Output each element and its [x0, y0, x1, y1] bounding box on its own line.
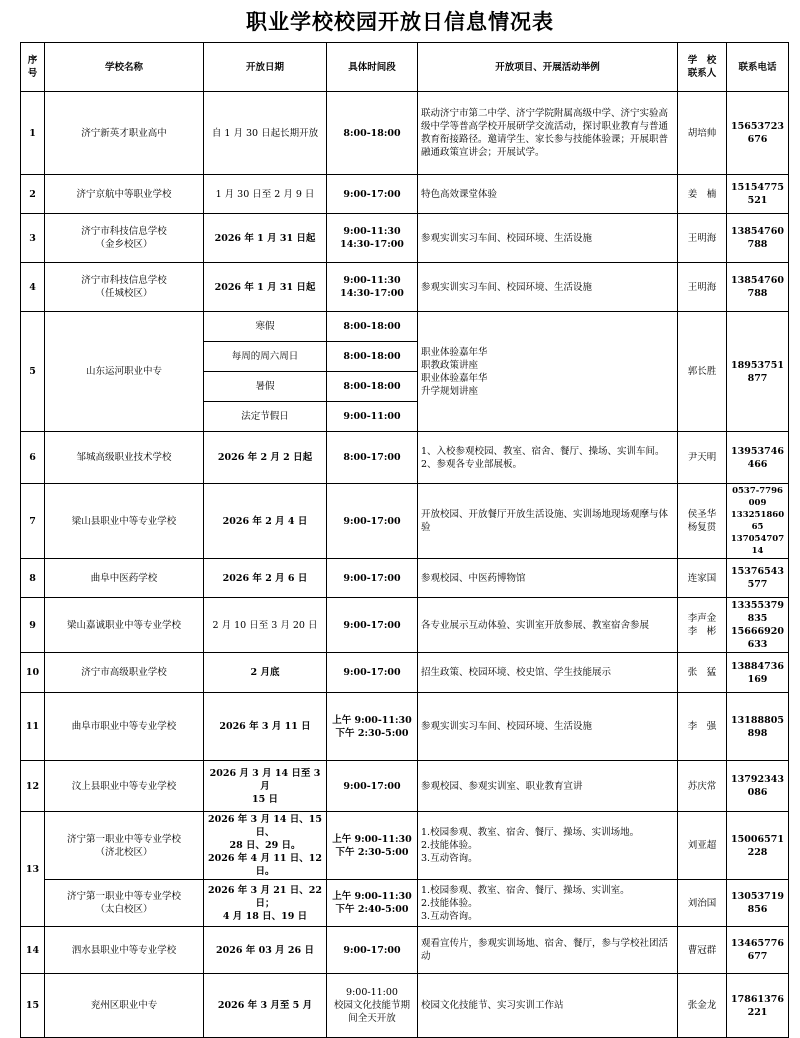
row-activity: 参观校园、中医药博物馆: [418, 559, 678, 598]
row-phone: 17861376221: [727, 974, 789, 1038]
row-phone: 13792343086: [727, 761, 789, 812]
row-phone: 15376543577: [727, 559, 789, 598]
row-school: 济宁京航中等职业学校: [45, 175, 204, 214]
row-date: 2026 年 2 月 2 日起: [204, 432, 327, 484]
row-activity: 校园文化技能节、实习实训工作站: [418, 974, 678, 1038]
row-contact: 张金龙: [678, 974, 727, 1038]
row-seq: 14: [21, 927, 45, 974]
row-phone: 13188805898: [727, 693, 789, 761]
header-time: 具体时间段: [327, 43, 418, 92]
table-row: [21, 312, 789, 342]
row-contact: 李声金 李 彬: [678, 598, 727, 653]
row-phone: 0537-7796009 13325186065 13705470714: [727, 484, 789, 559]
row-seq: 4: [21, 263, 45, 312]
table-row: [21, 175, 789, 214]
row-date: 2026 年 3 月 11 日: [204, 693, 327, 761]
row-phone: 15006571228: [727, 812, 789, 880]
row-activity: 开放校园、开放餐厅开放生活设施、实训场地现场观摩与体验: [418, 484, 678, 559]
table-row: [21, 484, 789, 559]
header-school: 学校名称: [45, 43, 204, 92]
row-activity: 参观实训实习车间、校园环境、生活设施: [418, 693, 678, 761]
row-date: 2026 年 1 月 31 日起: [204, 263, 327, 312]
row-date: 2026 年 2 月 4 日: [204, 484, 327, 559]
row-contact: 姜 楠: [678, 175, 727, 214]
row-activity: 特色高效课堂体验: [418, 175, 678, 214]
row-activity: 参观实训实习车间、校园环境、生活设施: [418, 263, 678, 312]
row-activity: 1.校园参观、教室、宿舍、餐厅、操场、实训场地。 2.技能体验。 3.互动咨询。: [418, 812, 678, 880]
row-date: 2026 年 3 月 14 日、15 日、 28 日、29 日。 2026 年 4 月 11 日、12 日。: [204, 812, 327, 880]
row-contact: 尹天明: [678, 432, 727, 484]
row-time: 9:00-17:00: [327, 761, 418, 812]
table-row: [21, 559, 789, 598]
row-phone: 13884736169: [727, 653, 789, 693]
row-school: 济宁第一职业中等专业学校 （济北校区）: [45, 812, 204, 880]
period-date: 每周的周六周日: [204, 342, 327, 372]
row-time: 9:00-17:00: [327, 175, 418, 214]
period-date: 寒假: [204, 312, 327, 342]
row-time: 上午 9:00-11:30 下午 2:40-5:00: [327, 880, 418, 927]
row-seq: 6: [21, 432, 45, 484]
row-date: 2026 年 3 月 21 日、22 日； 4 月 18 日、19 日: [204, 880, 327, 927]
row-school: 济宁市科技信息学校 （任城校区）: [45, 263, 204, 312]
table-subrow: [21, 880, 789, 927]
row-phone: 13465776677: [727, 927, 789, 974]
row-date: 2 月 10 日至 3 月 20 日: [204, 598, 327, 653]
row-activity: 参观校园、参观实训室、职业教育宣讲: [418, 761, 678, 812]
row-date: 2 月底: [204, 653, 327, 693]
row-school: 邹城高级职业技术学校: [45, 432, 204, 484]
row-date: 2026 月 3 月 14 日至 3 月 15 日: [204, 761, 327, 812]
info-table: [20, 42, 789, 1038]
row-seq: 11: [21, 693, 45, 761]
row-time: 9:00-17:00: [327, 927, 418, 974]
table-row: [21, 761, 789, 812]
table-row: [21, 432, 789, 484]
table-row: [21, 974, 789, 1038]
row-school: 济宁第一职业中等专业学校 （太白校区）: [45, 880, 204, 927]
row-seq: 1: [21, 92, 45, 175]
row-seq: 3: [21, 214, 45, 263]
row-phone: 18953751877: [727, 312, 789, 432]
row-activity: 各专业展示互动体验、实训室开放参展、教室宿舍参展: [418, 598, 678, 653]
row-seq: 5: [21, 312, 45, 432]
row-phone: 13854760788: [727, 214, 789, 263]
row-contact: 刘亚超: [678, 812, 727, 880]
header-date: 开放日期: [204, 43, 327, 92]
row-contact: 侯圣华 杨复贯: [678, 484, 727, 559]
row-phone: 13355379835 15666920633: [727, 598, 789, 653]
table-row: [21, 812, 789, 880]
header-contact: 学 校 联系人: [678, 43, 727, 92]
row-phone: 13854760788: [727, 263, 789, 312]
row-time: 9:00-11:30 14:30-17:00: [327, 214, 418, 263]
row-seq: 10: [21, 653, 45, 693]
row-school: 济宁市科技信息学校 （金乡校区）: [45, 214, 204, 263]
row-contact: 王明海: [678, 263, 727, 312]
row-contact: 曹冠群: [678, 927, 727, 974]
table-row: [21, 598, 789, 653]
table-row: [21, 927, 789, 974]
row-date: 2026 年 3 月至 5 月: [204, 974, 327, 1038]
row-seq: 8: [21, 559, 45, 598]
period-date: 暑假: [204, 372, 327, 402]
row-seq: 13: [21, 812, 45, 927]
row-school: 济宁市高级职业学校: [45, 653, 204, 693]
row-time: 9:00-17:00: [327, 484, 418, 559]
row-activity: 招生政策、校园环境、校史馆、学生技能展示: [418, 653, 678, 693]
table-row: [21, 92, 789, 175]
row-activity: 参观实训实习车间、校园环境、生活设施: [418, 214, 678, 263]
row-date: 2026 年 03 月 26 日: [204, 927, 327, 974]
row-date: 自 1 月 30 日起长期开放: [204, 92, 327, 175]
row-activity: 1.校园参观、教室、宿舍、餐厅、操场、实训室。 2.技能体验。 3.互动咨询。: [418, 880, 678, 927]
row-contact: 刘治国: [678, 880, 727, 927]
table-row: [21, 693, 789, 761]
table-row: [21, 263, 789, 312]
row-seq: 9: [21, 598, 45, 653]
row-contact: 连家国: [678, 559, 727, 598]
row-school: 泗水县职业中等专业学校: [45, 927, 204, 974]
row-contact: 李 强: [678, 693, 727, 761]
row-date: 1 月 30 日至 2 月 9 日: [204, 175, 327, 214]
page-title: 职业学校校园开放日信息情况表: [246, 10, 554, 34]
row-activity: 1、入校参观校园、教室、宿舍、餐厅、操场、实训车间。 2、参观各专业部展板。: [418, 432, 678, 484]
header-activity: 开放项目、开展活动举例: [418, 43, 678, 92]
row-contact: 张 猛: [678, 653, 727, 693]
row-time: 9:00-11:30 14:30-17:00: [327, 263, 418, 312]
row-school: 兖州区职业中专: [45, 974, 204, 1038]
row-date: 2026 年 2 月 6 日: [204, 559, 327, 598]
row-time: 8:00-17:00: [327, 432, 418, 484]
row-time: 9:00-17:00: [327, 598, 418, 653]
row-contact: 郭长胜: [678, 312, 727, 432]
row-contact: 苏庆常: [678, 761, 727, 812]
row-time: 8:00-18:00: [327, 92, 418, 175]
row-seq: 7: [21, 484, 45, 559]
row-school: 梁山县职业中等专业学校: [45, 484, 204, 559]
row-contact: 胡培帅: [678, 92, 727, 175]
header-phone: 联系电话: [727, 43, 789, 92]
period-time: 8:00-18:00: [327, 342, 418, 372]
period-date: 法定节假日: [204, 402, 327, 432]
row-time: 上午 9:00-11:30 下午 2:30-5:00: [327, 812, 418, 880]
row-phone: 13953746466: [727, 432, 789, 484]
row-time: 9:00-11:00 校园文化技能节期间全天开放: [327, 974, 418, 1038]
row-phone: 15154775521: [727, 175, 789, 214]
row-seq: 15: [21, 974, 45, 1038]
period-time: 8:00-18:00: [327, 312, 418, 342]
row-school: 曲阜市职业中等专业学校: [45, 693, 204, 761]
table-row: [21, 214, 789, 263]
row-school: 曲阜中医药学校: [45, 559, 204, 598]
row-school: 汶上县职业中等专业学校: [45, 761, 204, 812]
row-phone: 13053719856: [727, 880, 789, 927]
row-school: 梁山嘉诚职业中等专业学校: [45, 598, 204, 653]
row-activity: 联动济宁市第二中学、济宁学院附属高级中学、济宁实验高级中学等普高学校开展研学交流活动，探讨职业教育与普通教育衔接路径。邀请学生、家长参与技能体验课；开展职普融通政策宣讲会；开展试学。: [418, 92, 678, 175]
period-time: 8:00-18:00: [327, 372, 418, 402]
row-time: 9:00-17:00: [327, 559, 418, 598]
row-seq: 12: [21, 761, 45, 812]
row-activity: 职业体验嘉年华 职教政策讲座 职业体验嘉年华 升学规划讲座: [418, 312, 678, 432]
row-activity: 观看宣传片，参观实训场地、宿舍、餐厅，参与学校社团活动: [418, 927, 678, 974]
row-school: 山东运河职业中专: [45, 312, 204, 432]
row-date: 2026 年 1 月 31 日起: [204, 214, 327, 263]
row-contact: 王明海: [678, 214, 727, 263]
table-header-row: [21, 43, 789, 92]
row-time: 上午 9:00-11:30 下午 2:30-5:00: [327, 693, 418, 761]
table-row: [21, 653, 789, 693]
row-school: 济宁新英才职业高中: [45, 92, 204, 175]
row-time: 9:00-17:00: [327, 653, 418, 693]
period-time: 9:00-11:00: [327, 402, 418, 432]
row-phone: 15653723676: [727, 92, 789, 175]
row-seq: 2: [21, 175, 45, 214]
header-seq: 序 号: [21, 43, 45, 92]
